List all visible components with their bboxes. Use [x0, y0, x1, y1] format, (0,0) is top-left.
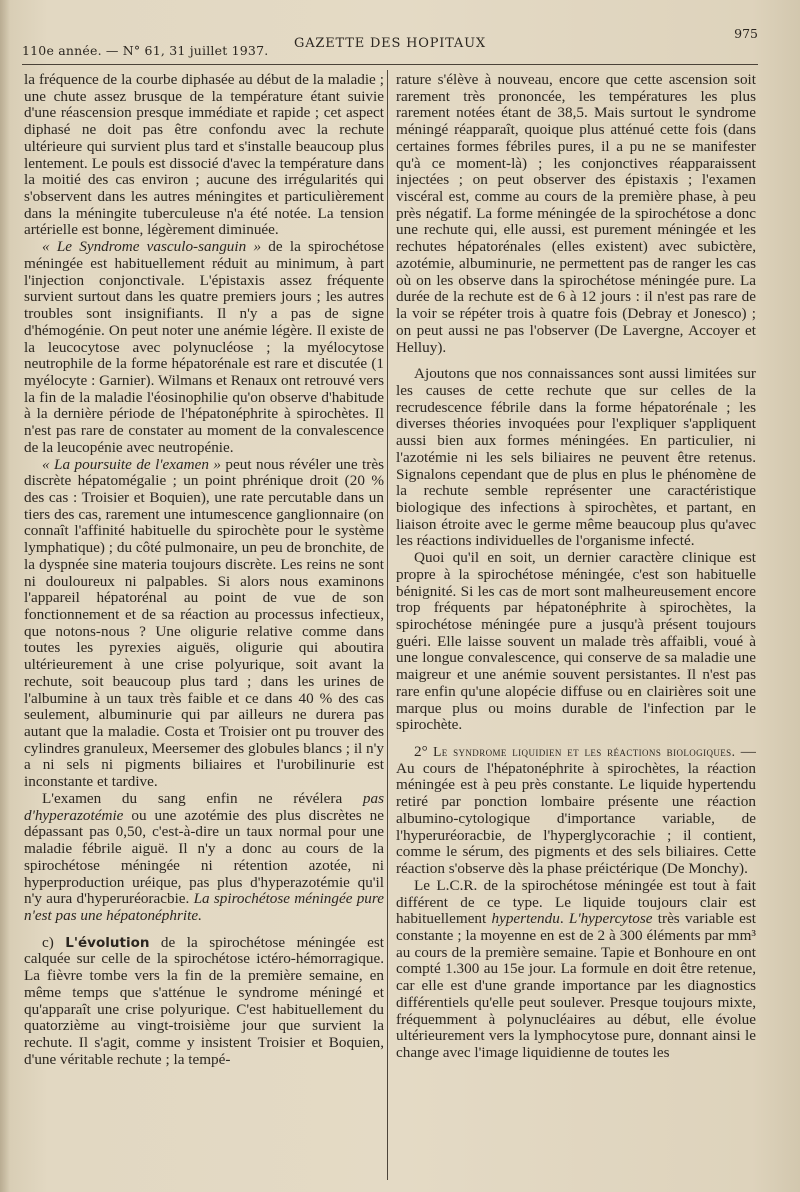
page-number: 975: [734, 26, 758, 41]
section-heading: Le syndrome liquidien et les réactions biologiques.: [433, 744, 736, 760]
item-label: c): [42, 933, 66, 951]
issue-line: 110e année. — N° 61, 31 juillet 1937.: [22, 43, 269, 58]
paragraph: rature s'élève à nouveau, encore que cette ascension soit rarement très prononcée, les températures les plus rarement notées étant de 38,5. Mais surtout le syndrome méningé réapparaît, quoique plus atténué cette fois (dans certaines formes fébriles pures, il a pu ne se manifester qu'à ce moment-là) ; les conjonctives réapparaissent injectées ; on peut observer des épistaxis ; l'examen viscéral est, comme au cours de la première phase, à peu près négatif. La forme méningée de la spirochétose a donc une rechute qui, elle aussi, est purement méningée et les rechutes hépatorénales (elles existent) avec subictère, azotémie, albuminurie, ne permettent pas de ranger les cas où on les observe dans la spirochétose méningée pure. La durée de la rechute est de 6 à 12 jours : il n'est pas rare de la voir se répéter trois à quatre fois (Debray et Jonesco) ; on peut aussi ne pas l'observer (De Lavergne, Accoyer et Helluy).: [396, 72, 756, 356]
paragraph-text: ou une azotémie des plus discrètes ne dépassant pas 0,50, c'est-à-dire un taux normal pour une maladie fébrile aiguë. Il n'y a donc au cours de la spirochétose méningée ni rétention azotée, ni hyperproduction uréique, pas plus d'hyperazotémie qu'il n'y aura d'hyperuréoracbie.: [24, 806, 384, 908]
journal-title: GAZETTE DES HOPITAUX: [294, 36, 486, 51]
paragraph-text: de la spirochétose méningée est habituellement réduit au minimum, à part l'injection conjonctivale. L'épistaxis assez fréquente survient surtout dans les quatre premiers jours ; les autres troubles sont insignifiants. Il n'y a pas de signe d'hémogénie. On peut noter une anémie légère. Il existe de la leucocytose avec polynucléose ; la myélocytose neutrophile de la forme hépatorénale est rare et discutée (1 myélocyte : Garnier). Wilmans et Renaux ont retrouvé vers la fin de la maladie l'éosinophilie qu'on observe d'habitude à la dernière période de l'hépatonéphrite à spirochètes. Il n'est pas rare de constater au moment de la convalescence de la leucopénie avec neutropénie.: [24, 238, 384, 456]
paragraph-syndrome-liquidien: [396, 744, 756, 878]
emphasis: hypertendu: [491, 910, 560, 928]
section-lead: « La poursuite de l'examen »: [42, 455, 221, 473]
paragraph-text: de la spirochétose méningée est calquée sur celle de la spirochétose ictéro-hémorragique. La fièvre tombe vers la fin de la première semaine, en même temps que s'atténue le syndrome méningé et qu'apparaît une crise polyurique. C'est habituellement du quatorzième au vingt-troisième jour que survient la rechute. Il s'agit, comme y insistent Troisier et Boquien, d'une véritable rechute ; la tempé-: [24, 933, 384, 1068]
section-heading: L'évolution: [65, 934, 150, 951]
section-lead: « Le Syndrome vasculo-sanguin »: [42, 238, 262, 256]
paragraph-text: — Au cours de l'hépatonéphrite à spirochètes, la réaction méningée est à peu près constante. Le liquide hypertendu retiré par ponction lombaire présente une réaction albumino-cytologique d'importance variable, de l'hyperuréoracbie, de l'hyperglycorachie ; il contient, comme le sérum, des pigments et des sels biliaires. Cette réaction s'observe dès la phase préictérique (De Monchy).: [396, 743, 756, 878]
paragraph-lcr: [396, 878, 756, 1062]
paragraph: Quoi qu'il en soit, un dernier caractère clinique est propre à la spirochétose méningée, c'est son habituelle bénignité. Si les cas de mort sont malheureusement encore trop fréquents par hépatonéphrite à spirochètes, la spirochétose méningée pure a jusqu'à présent toujours guéri. Elle laisse souvent un malade très affaibli, voué à une longue convalescence, qui conserve de sa maladie une maigreur et une anémie souvent persistantes. Il n'est pas rare enfin qu'une alopécie diffuse ou en clairières soit une marque plus ou moins durable de l'infection par le spirochète.: [396, 549, 756, 734]
emphasis: pas d'hyperazotémie: [24, 789, 384, 824]
paragraph-vasculo-sanguin: [24, 239, 384, 456]
paragraph-text: très variable est constante ; la moyenne en est de 2 à 300 éléments par mm³ au cours de la première semaine. Tapie et Bonhoure en ont compté 1.300 au 15e jour. La formule en doit être retenue, car elle est d'une grande importance par les diagnostics différentiels qu'elle peut soulever. Presque toujours mixte, fréquemment à polynucléaires au début, elle évolue ultérieurement vers la lymphocytose pure, donnant ainsi le change avec l'image liquidienne de toutes les: [396, 910, 756, 1061]
left-column: [24, 72, 384, 1172]
page-header: [22, 24, 758, 65]
paragraph-examen: [24, 457, 384, 791]
item-label: 2°: [414, 743, 434, 761]
paragraph-text: .: [559, 910, 569, 928]
paragraph-sang: [24, 791, 384, 925]
emphasis: L'hypercytose: [568, 910, 653, 928]
paragraph: la fréquence de la courbe diphasée au début de la maladie ; une chute assez brusque de la température étant suivie d'une réascension presque immédiate et rapide ; cet aspect diphasé ne doit pas être confondu avec la rechute ultérieure qui survient plus tard et s'installe beaucoup plus lentement. Le pouls est dissocié d'avec la température dans la moitié des cas environ ; aucune des irrégularités qui s'observent dans les autres méningites et particulièrement dans la méningite tuberculeuse n'a été notée. La tension artérielle est bonne, légèrement diminuée.: [24, 72, 384, 239]
right-column: [396, 72, 756, 1172]
paragraph-text: Le L.C.R. de la spirochétose méningée est tout à fait différent de ce type. Le liquide toujours clair est habituellement: [396, 876, 756, 928]
emphasis: La spirochétose méningée pure n'est pas une hépatonéphrite.: [24, 890, 384, 924]
paragraph-evolution: [24, 935, 384, 1069]
paragraph-text: peut nous révéler une très discrète hépatomégalie ; un point phrénique droit (20 % des cas : Troisier et Boquien), une rate percutable dans un tiers des cas, rarement une intumescence ganglionnaire (on connaît l'affinité habituelle du spirochète pour le système lymphatique) ; du côté pulmonaire, un peu de bronchite, de la dyspnée sine materia toujours discrète. Les reins ne sont ni douloureux ni palpables. Si alors nous examinons l'appareil hépatorénal au point de vue de son fonctionnement et de sa réaction au processus infectieux, que notons-nous ? Une oligurie relative comme dans toutes les pyrexies aiguës, oligurie qui aboutira ultérieurement à une crise polyurique, soit avant la rechute, soit beaucoup plus tard ; dans les urines de l'albumine à un taux très faible et ce dans 40 % des cas seulement, albuminurie qui par ailleurs ne durera pas autant que la maladie. Costa et Troisier ont pu trouver des cylindres granuleux, Meersemer des globules blancs ; il n'y a ni sels ni pigments biliaires et l'urobilinurie est inconstante et tardive.: [24, 455, 384, 791]
paragraph-text: L'examen du sang enfin ne révélera: [42, 789, 363, 807]
page-binding-shadow: [0, 0, 10, 1192]
paragraph: Ajoutons que nos connaissances sont aussi limitées sur les causes de cette rechute que sur celles de la recrudescence fébrile dans la forme hépatorénale ; les diverses théories invoquées pour l'expliquer s'appliquent aussi bien aux formes méningées. En particulier, ni l'azotémie ni les sels biliaires ne peuvent être retenus. Signalons cependant que de plus en plus le phénomène de la rechute semble représenter une caractéristique biologique des infections à spirochètes, et partant, en liaison étroite avec le germe même beaucoup plus qu'avec les réactions individuelles de l'organisme infecté.: [396, 365, 756, 550]
column-divider: [387, 70, 388, 1180]
